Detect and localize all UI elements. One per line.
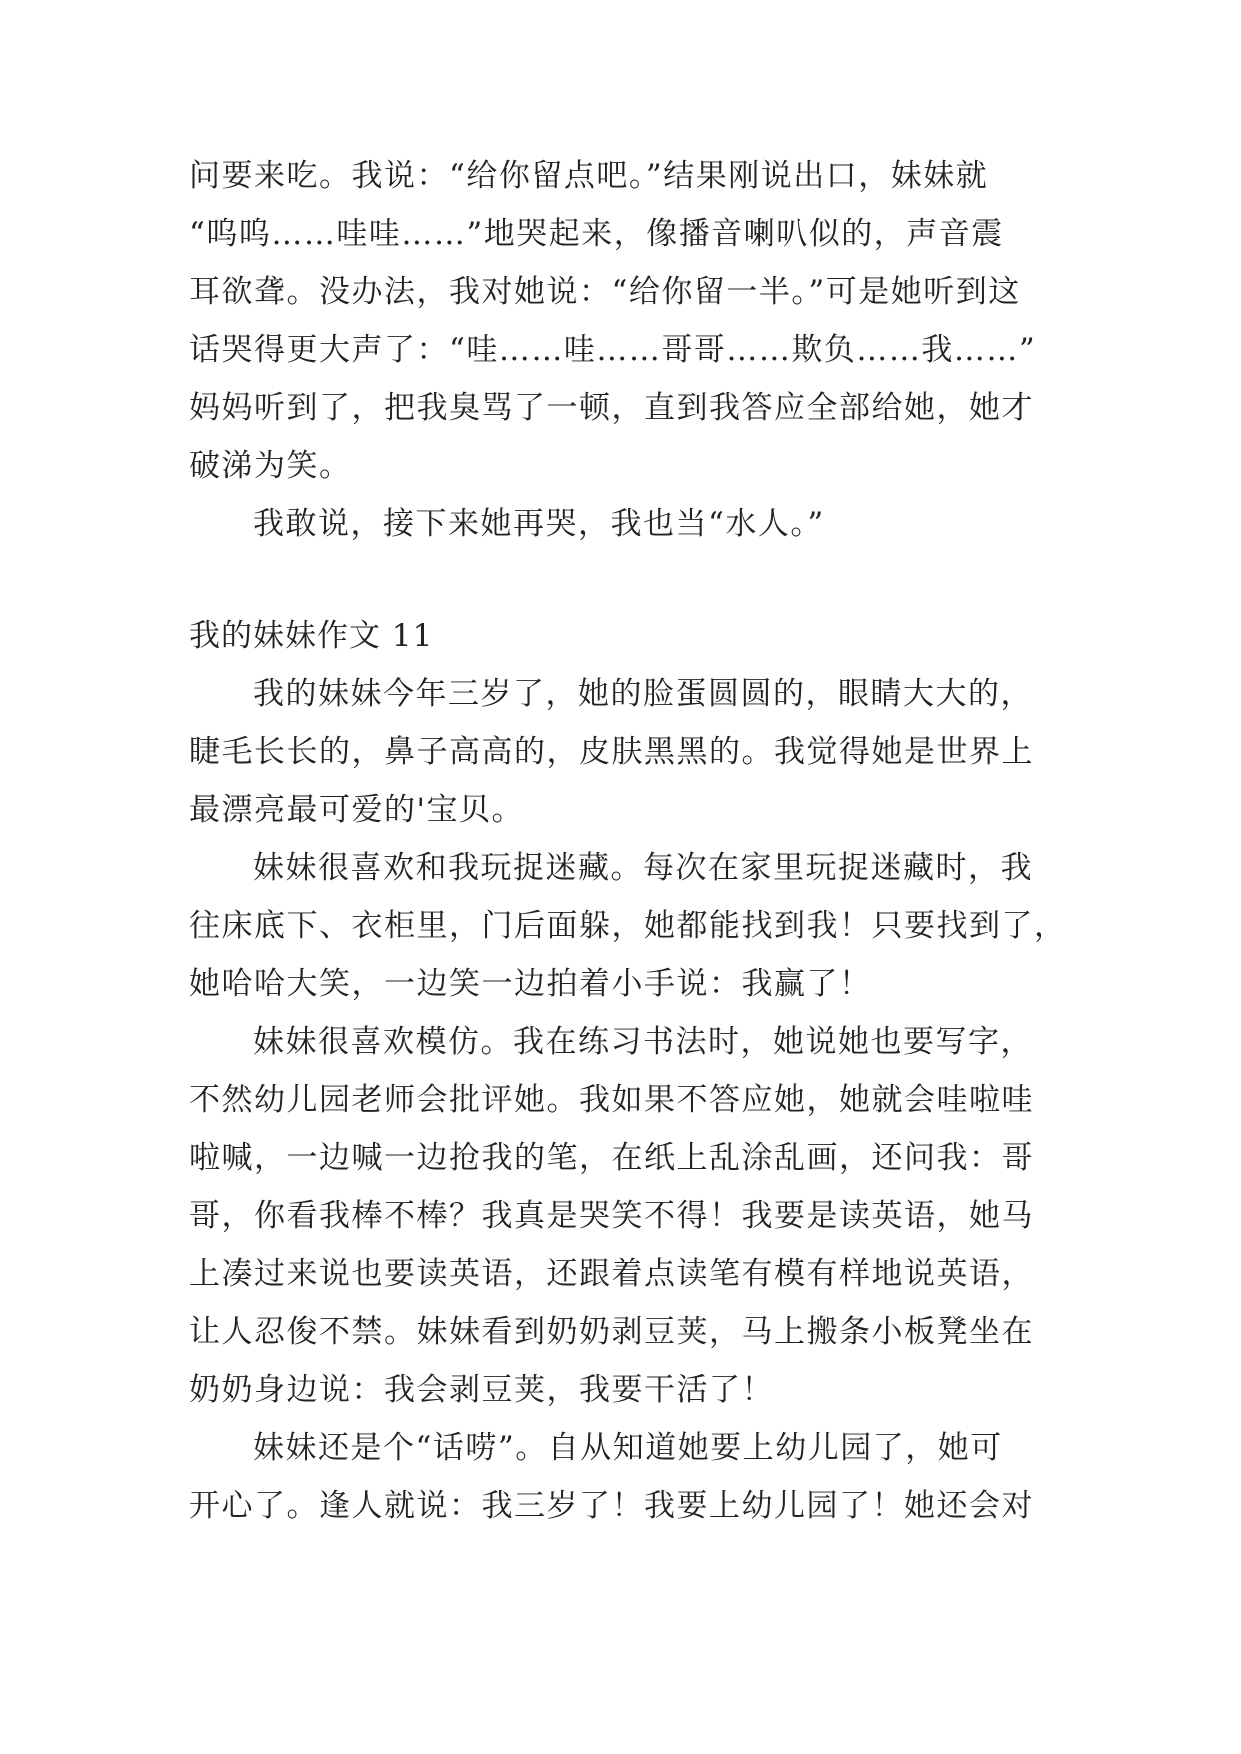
text-line: 不然幼儿园老师会批评她。我如果不答应她，她就会哇啦哇 [189, 1082, 1034, 1118]
text-line: 睫毛长长的，鼻子高高的，皮肤黑黑的。我觉得她是世界上 [189, 734, 1034, 770]
text-line: 让人忍俊不禁。妹妹看到奶奶剥豆荚，马上搬条小板凳坐在 [189, 1314, 1034, 1350]
paragraph-first-line: 妹妹很喜欢和我玩捉迷藏。每次在家里玩捉迷藏时，我 [253, 850, 1033, 886]
text-line: 奶奶身边说：我会剥豆荚，我要干活了！ [189, 1372, 774, 1408]
paragraph-first-line: 妹妹还是个“话唠”。自从知道她要上幼儿园了，她可 [253, 1430, 1003, 1466]
text-line: 啦喊，一边喊一边抢我的笔，在纸上乱涂乱画，还问我：哥 [189, 1140, 1034, 1176]
text-line: 她哈哈大笑，一边笑一边拍着小手说：我赢了！ [189, 966, 872, 1002]
paragraph-first-line: 我敢说，接下来她再哭，我也当“水人。” [253, 506, 825, 542]
text-line: 开心了。逢人就说：我三岁了！我要上幼儿园了！她还会对 [189, 1488, 1034, 1524]
text-line: 话哭得更大声了：“哇……哇……哥哥……欺负……我……” [189, 332, 1037, 368]
text-line: 上凑过来说也要读英语，还跟着点读笔有模有样地说英语， [189, 1256, 1034, 1292]
text-line: 妈妈听到了，把我臭骂了一顿，直到我答应全部给她，她才 [189, 390, 1034, 426]
paragraph-first-line: 妹妹很喜欢模仿。我在练习书法时，她说她也要写字， [253, 1024, 1033, 1060]
text-line: 问要来吃。我说：“给你留点吧。”结果刚说出口，妹妹就 [189, 158, 989, 194]
text-line: 哥，你看我棒不棒？我真是哭笑不得！我要是读英语，她马 [189, 1198, 1034, 1234]
text-line: 往床底下、衣柜里，门后面躲，她都能找到我！只要找到了， [189, 908, 1067, 944]
paragraph-first-line: 我的妹妹今年三岁了，她的脸蛋圆圆的，眼睛大大的， [253, 676, 1033, 712]
text-line: “呜呜……哇哇……”地哭起来，像播音喇叭似的，声音震 [189, 216, 1004, 252]
text-line: 最漂亮最可爱的'宝贝。 [189, 792, 525, 828]
section-heading: 我的妹妹作文 11 [189, 618, 434, 654]
text-line: 破涕为笑。 [189, 448, 352, 484]
text-line: 耳欲聋。没办法，我对她说：“给你留一半。”可是她听到这 [189, 274, 1021, 310]
